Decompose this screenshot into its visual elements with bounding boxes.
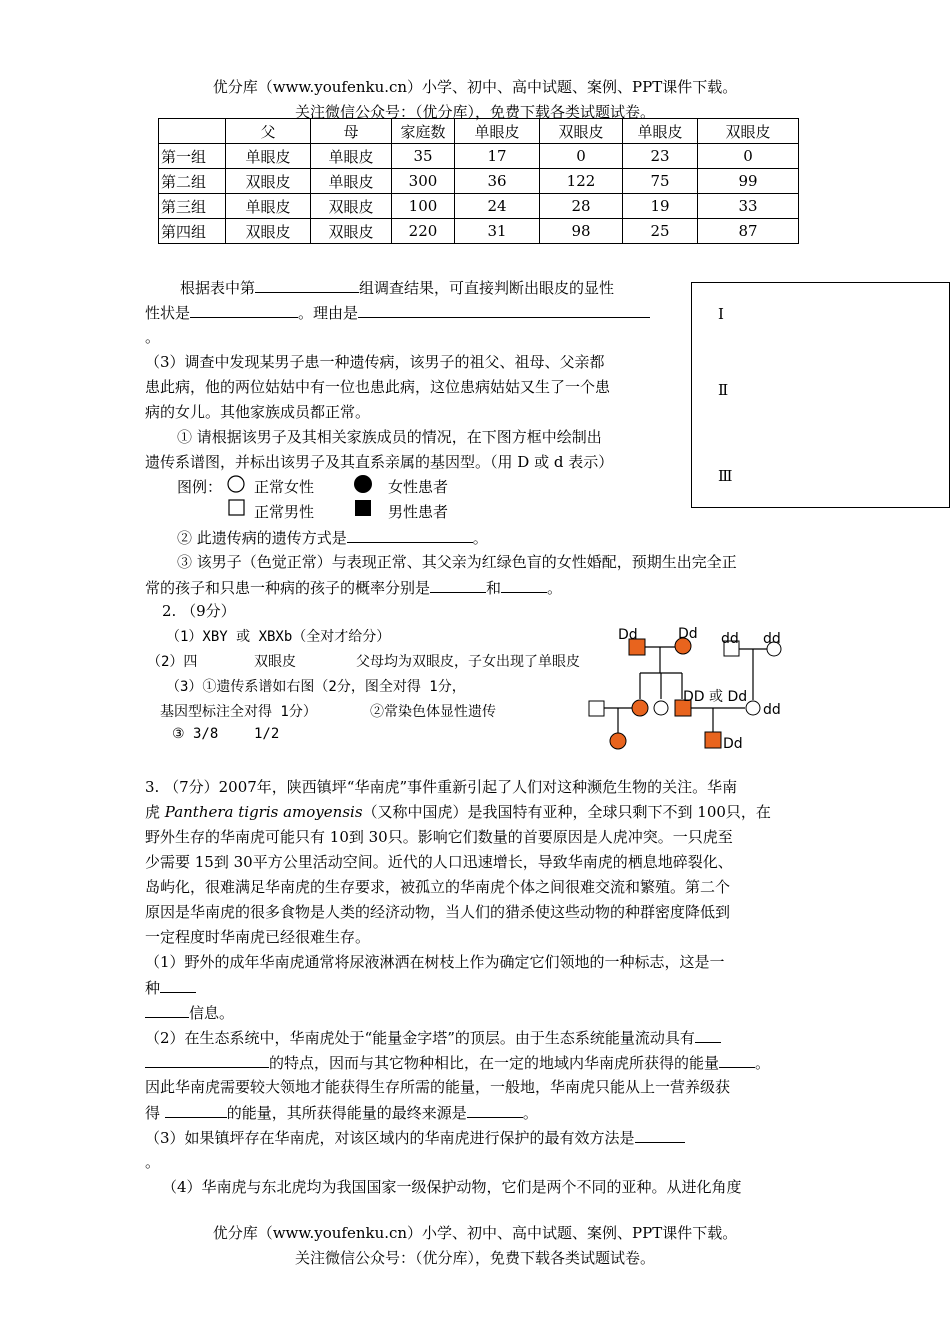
table-cell: 87 <box>698 219 799 244</box>
tiger-sub-3a: （3）如果镇坪存在华南虎，对该区域内的华南虎进行保护的最有效方法是 <box>145 1126 685 1148</box>
table-cell: 第二组 <box>159 169 226 194</box>
label-mother-genotype: dd <box>763 702 781 718</box>
table-header-cell: 双眼皮 <box>698 119 799 144</box>
table-cell: 36 <box>455 169 540 194</box>
table-header-cell: 单眼皮 <box>623 119 698 144</box>
q3-item-1b: 遗传系谱图，并标出该男子及其直系亲属的基因型。（用 D 或 d 表示） <box>145 453 614 471</box>
table-cell: 0 <box>698 144 799 169</box>
answer-2-trait: 双眼皮 <box>254 654 296 670</box>
table-cell: 99 <box>698 169 799 194</box>
table-header-cell: 双眼皮 <box>540 119 623 144</box>
table-cell: 122 <box>540 169 623 194</box>
blank-group[interactable] <box>255 276 359 293</box>
tiger-sub-3b: 。 <box>145 1153 161 1171</box>
generation-label-2: Ⅱ <box>718 381 729 399</box>
q3-item-2: ② 此遗传病的遗传方式是 。 <box>177 526 488 548</box>
tiger-sub-2b: 的特点，因而与其它物种相比，在一定的地域内华南虎所获得的能量 。 <box>145 1051 770 1073</box>
aunt-husband-normal-male <box>589 701 604 716</box>
table-cell: 单眼皮 <box>226 144 311 169</box>
q3-item-3a: ③ 该男子（色觉正常）与表现正常、其父亲为红绿色盲的女性婚配，预期生出完全正 <box>177 553 737 571</box>
tiger-sub-2a: （2）在生态系统中，华南虎处于“能量金字塔”的顶层。由于生态系统能量流动具有 <box>145 1026 721 1048</box>
table-cell: 19 <box>623 194 698 219</box>
survey-table <box>158 118 799 244</box>
q2-line-3: 。 <box>145 328 161 346</box>
q2-line-2: 性状是 。理由是 <box>145 301 650 323</box>
legend-male-patient: 男性患者 <box>388 503 449 521</box>
table-header-cell: 单眼皮 <box>455 119 540 144</box>
table-row <box>159 169 799 194</box>
footer-line-2: 关注微信公众号：（优分库），免费下载各类试题试卷。 <box>294 1249 655 1267</box>
table-cell: 35 <box>392 144 455 169</box>
table-cell: 单眼皮 <box>226 194 311 219</box>
table-header-cell: 母 <box>311 119 392 144</box>
generation-label-3: Ⅲ <box>718 467 733 485</box>
blank-energy-feature-b[interactable] <box>145 1051 269 1068</box>
blank-info-type-b[interactable] <box>145 1001 189 1018</box>
generation-label-1: Ⅰ <box>718 305 724 323</box>
table-cell: 100 <box>392 194 455 219</box>
tiger-sub-1a: （1）野外的成年华南虎通常将尿液淋洒在树枝上作为确定它们领地的一种标志，这是一 <box>145 953 725 971</box>
legend-title: 图例： <box>177 478 223 496</box>
male-patient-icon <box>354 499 372 517</box>
answer-pedigree <box>585 620 805 760</box>
table-cell: 单眼皮 <box>311 169 392 194</box>
table-cell: 双眼皮 <box>226 219 311 244</box>
blank-energy-amount[interactable] <box>719 1051 755 1068</box>
header-line-1: 优分库（www.youfenku.cn）小学、初中、高中试题、案例、PPT课件下载。 <box>212 78 738 96</box>
table-cell: 双眼皮 <box>311 194 392 219</box>
table-row <box>159 144 799 169</box>
tiger-para-6: 原因是华南虎的很多食物是人类的经济动物，当人们的猎杀使这些动物的种群密度降低到 <box>145 903 731 921</box>
aunt-normal-female <box>654 701 668 715</box>
blank-protection-method[interactable] <box>635 1126 685 1143</box>
answer-3a: （3）①遗传系谱如右图（2分，图全对得 1分， <box>166 679 466 695</box>
table-cell: 双眼皮 <box>226 169 311 194</box>
table-header-cell <box>159 119 226 144</box>
normal-female-icon <box>226 474 246 494</box>
blank-reason[interactable] <box>358 301 650 318</box>
table-cell: 17 <box>455 144 540 169</box>
blank-inheritance-mode[interactable] <box>347 526 473 543</box>
table-cell: 31 <box>455 219 540 244</box>
table-cell: 25 <box>623 219 698 244</box>
table-cell: 0 <box>540 144 623 169</box>
table-cell: 第四组 <box>159 219 226 244</box>
table-cell: 220 <box>392 219 455 244</box>
table-cell: 75 <box>623 169 698 194</box>
tiger-para-4: 少需要 15到 30平方公里活动空间。近代的人口迅速增长，导致华南虎的栖息地碎裂化、 <box>145 853 733 871</box>
q3-item-3b: 常的孩子和只患一种病的孩子的概率分别是 和 。 <box>145 576 562 598</box>
table-cell: 单眼皮 <box>311 144 392 169</box>
q3-para-3: 病的女儿。其他家族成员都正常。 <box>145 403 371 421</box>
female-patient-icon <box>353 474 373 494</box>
aunt-affected-female <box>632 700 648 716</box>
tiger-para-2: 虎 Panthera tigris amoyensis（又称中国虎）是我国特有亚种，全球只剩下不到 100只，在 <box>145 803 771 821</box>
tiger-sub-2e: 得 的能量，其所获得能量的最终来源是 。 <box>145 1101 538 1123</box>
label-grandmother-genotype: Dd <box>678 626 698 642</box>
label-maternal-grandfather-genotype: dd <box>721 631 739 647</box>
table-cell: 第一组 <box>159 144 226 169</box>
table-header-cell: 家庭数 <box>392 119 455 144</box>
latin-name: Panthera tigris amoyensis <box>164 803 363 821</box>
answer-1: （1）XBY 或 XBXb（全对才给分） <box>166 629 391 645</box>
tiger-para-1: 3. （7分）2007年，陕西镇坪“华南虎”事件重新引起了人们对这种濒危生物的关注。华南 <box>145 778 738 796</box>
answer-3c: ②常染色体显性遗传 <box>370 704 496 720</box>
table-cell: 第三组 <box>159 194 226 219</box>
table-cell: 33 <box>698 194 799 219</box>
label-maternal-grandmother-genotype: dd <box>763 631 781 647</box>
q3-para-1: （3）调查中发现某男子患一种遗传病，该男子的祖父、祖母、父亲都 <box>145 353 605 371</box>
blank-info-type-a[interactable] <box>160 976 196 993</box>
pedigree-drawing-box <box>691 282 950 508</box>
blank-prob-normal[interactable] <box>430 576 486 593</box>
table-cell: 24 <box>455 194 540 219</box>
answer-3d: ③ 3/8 <box>172 726 219 742</box>
tiger-sub-4: （4）华南虎与东北虎均为我国国家一级保护动物，它们是两个不同的亚种。从进化角度 <box>162 1178 742 1196</box>
tiger-para-7: 一定程度时华南虎已经很难生存。 <box>145 928 371 946</box>
legend-female-patient: 女性患者 <box>388 478 449 496</box>
table-row <box>159 194 799 219</box>
legend-normal-male: 正常男性 <box>254 503 315 521</box>
tiger-sub-1b: 种 <box>145 976 196 998</box>
blank-trait[interactable] <box>190 301 298 318</box>
table-header-cell: 父 <box>226 119 311 144</box>
header-line-2: 关注微信公众号：（优分库），免费下载各类试题试卷。 <box>294 103 655 121</box>
label-father-genotype: DD 或 Dd <box>683 689 748 705</box>
blank-energy-percent[interactable] <box>165 1101 227 1118</box>
blank-energy-source[interactable] <box>467 1101 523 1118</box>
table-cell: 300 <box>392 169 455 194</box>
footer-line-1: 优分库（www.youfenku.cn）小学、初中、高中试题、案例、PPT课件下载。 <box>212 1224 738 1242</box>
normal-male-icon <box>228 499 246 517</box>
table-cell: 28 <box>540 194 623 219</box>
tiger-para-3: 野外生存的华南虎可能只有 10到 30只。影响它们数量的首要原因是人虎冲突。一只虎至 <box>145 828 733 846</box>
label-proband-genotype: Dd <box>723 736 743 752</box>
answer-3b: 基因型标注全对得 1分） <box>160 704 317 720</box>
q3-item-1a: ① 请根据该男子及其相关家族成员的情况，在下图方框中绘制出 <box>177 428 602 446</box>
table-header-row <box>159 119 799 144</box>
table-cell: 双眼皮 <box>311 219 392 244</box>
answers-title: 2. （9分） <box>162 602 236 620</box>
answer-2-group: （2）四 <box>147 654 198 670</box>
table-row <box>159 219 799 244</box>
blank-energy-feature-a[interactable] <box>695 1026 721 1043</box>
blank-prob-one-disease[interactable] <box>501 576 547 593</box>
label-grandfather-genotype: Dd <box>618 627 638 643</box>
answer-2-reason: 父母均为双眼皮，子女出现了单眼皮 <box>356 654 580 670</box>
tiger-sub-2d: 因此华南虎需要较大领地才能获得生存所需的能量，一般地，华南虎只能从上一营养级获 <box>145 1078 731 1096</box>
q3-para-2: 患此病，他的两位姑姑中有一位也患此病，这位患病姑姑又生了一个患 <box>145 378 611 396</box>
mother-normal-female <box>746 701 760 715</box>
table-cell: 23 <box>623 144 698 169</box>
answer-3e: 1/2 <box>254 726 280 742</box>
q2-line-1: 根据表中第 组调查结果，可直接判断出眼皮的显性 <box>180 276 614 298</box>
proband-affected-male <box>705 732 721 748</box>
tiger-para-5: 岛屿化，很难满足华南虎的生存要求，被孤立的华南虎个体之间很难交流和繁殖。第二个 <box>145 878 731 896</box>
table-cell: 98 <box>540 219 623 244</box>
cousin-affected-female <box>610 733 626 749</box>
legend-normal-female: 正常女性 <box>254 478 315 496</box>
tiger-sub-1c: 信息。 <box>145 1001 234 1023</box>
